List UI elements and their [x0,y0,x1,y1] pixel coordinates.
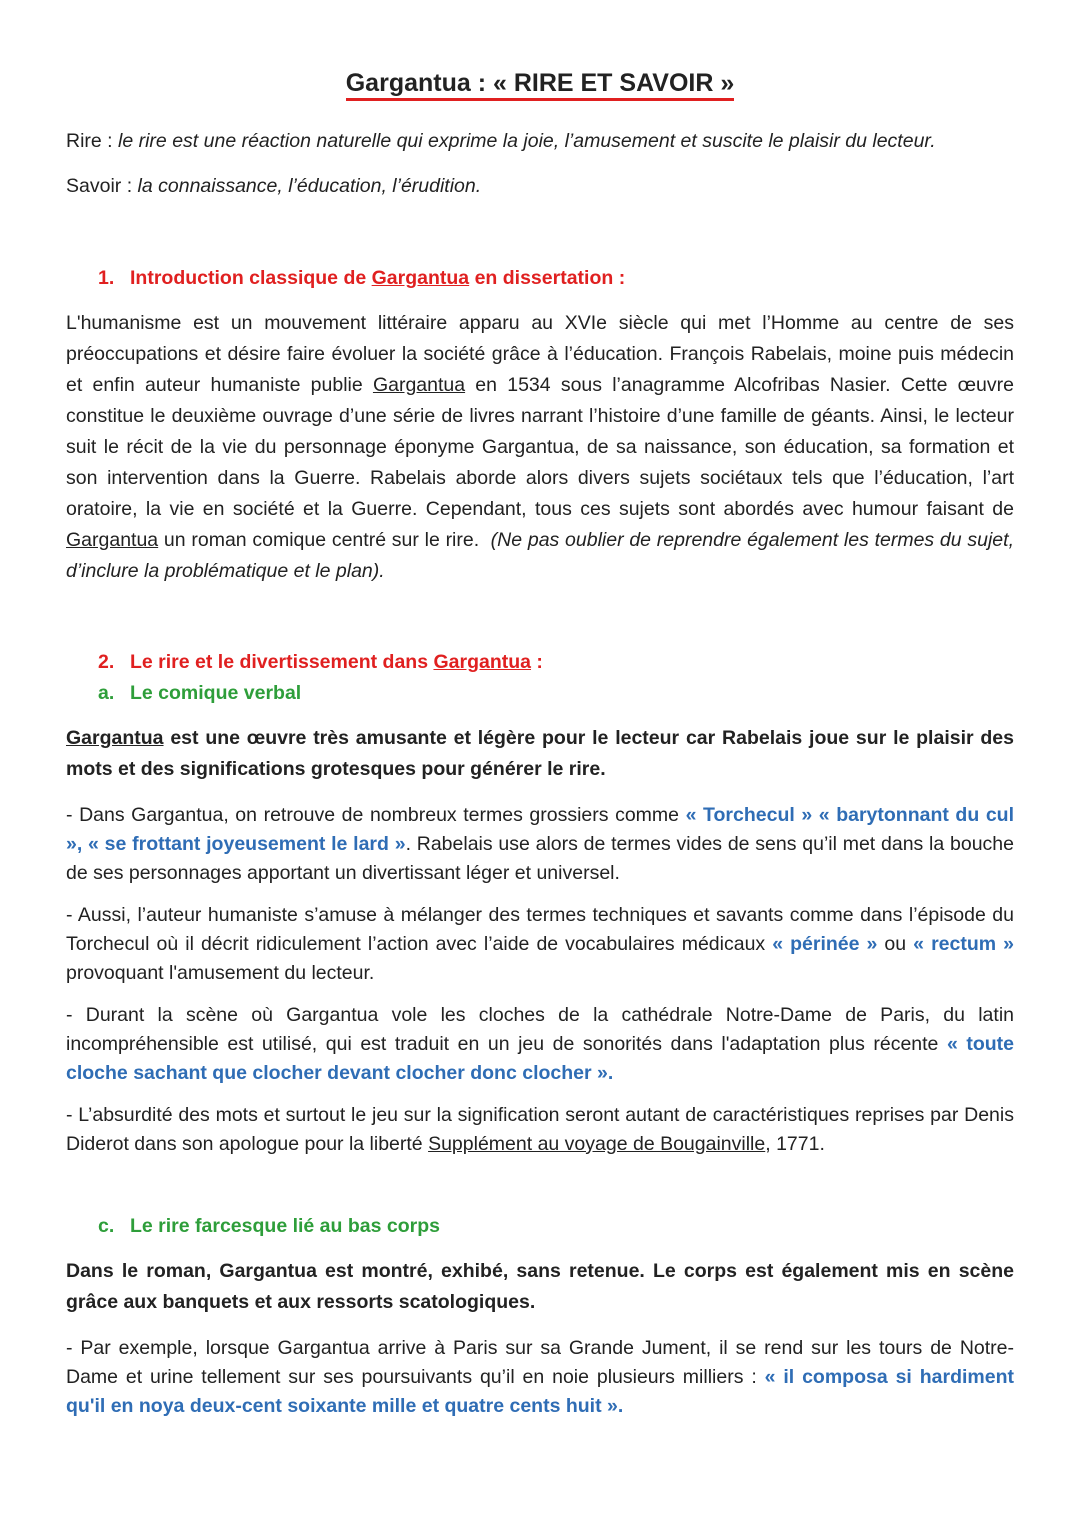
bullet-cloches: - Durant la scène où Gargantua vole les cloches de la cathédrale Notre-Dame de Paris, du latin incompréhensible est utilisé, qui est traduit en un jeu de sonorités dans l'adaptation plus récente « toute cloche sachant que clocher devant clocher donc clocher ». [66,1004,1014,1084]
definition-savoir: Savoir : la connaissance, l’éducation, l’érudition. [66,175,482,197]
subsection-a-intro: Gargantua est une œuvre très amusante et légère pour le lecteur car Rabelais joue sur le plaisir des mots et des significations grotesques pour générer le rire. [66,727,1014,780]
subsection-a-heading: a. Le comique verbal [98,682,302,704]
section-1-paragraph: L'humanisme est un mouvement littéraire apparu au XVIe siècle qui met l’Homme au centre de ses préoccupations et désire faire évoluer la société grâce à l’éducation. François Rabelais, moine puis médecin et enfin auteur humaniste publie Gargantua en 1534 sous l’anagramme Alcofribas Nasier. Cette œuvre constitue le deuxième ouvrage d’une série de livres narrant l’histoire d’une famille de géants. Ainsi, le lecteur suit le récit de la vie du personnage éponyme Gargantua, de sa naissance, son éducation, sa formation et son intervention dans la Guerre. Rabelais aborde alors divers sujets sociétaux tels que l’éducation, l’art oratoire, la vie en société et la Guerre. Cependant, tous ces sujets sont abordés avec humour faisant de Gargantua un roman comique centré sur le rire. (Ne pas oublier de reprendre également les termes du sujet, d’inclure la problématique et le plan). [66,312,1014,582]
bullet-termes-grossiers: - Dans Gargantua, on retrouve de nombreux termes grossiers comme « Torchecul » « barytonnant du cul », « se frottant joyeusement le lard ». Rabelais use alors de termes vides de sens qu’il met dans la bouche de ses personnages apportant un divertissant léger et universel. [66,804,1015,884]
definition-rire: Rire : le rire est une réaction naturelle qui exprime la joie, l’amusement et suscite le plaisir du lecteur. [66,130,936,152]
bullet-grande-jument: - Par exemple, lorsque Gargantua arrive à Paris sur sa Grande Jument, il se rend sur les tours de Notre-Dame et urine tellement sur ses poursuivants qu’il en noie plusieurs milliers : « il composa si hardiment qu'il en noya deux-cent soixante mille et quatre cents huit ». [66,1337,1014,1417]
subsection-c-intro: Dans le roman, Gargantua est montré, exhibé, sans retenue. Le corps est également mis en scène grâce aux banquets et aux ressorts scatologiques. [66,1260,1014,1313]
bullet-termes-techniques: - Aussi, l’auteur humaniste s’amuse à mélanger des termes techniques et savants comme dans l’épisode du Torchecul où il décrit ridiculement l’action avec l’aide de vocabulaires médicaux « périnée » ou « rectum » provoquant l'amusement du lecteur. [66,904,1014,984]
subsection-c-heading: c. Le rire farcesque lié au bas corps [98,1215,440,1237]
bullet-diderot: - L’absurdité des mots et surtout le jeu sur la signification seront autant de caractéristiques reprises par Denis Diderot dans son apologue pour la liberté Supplément au voyage de Bougainville, 1771. [66,1104,1014,1155]
page-title: Gargantua : « RIRE ET SAVOIR » [66,0,1014,100]
section-1-heading: 1. Introduction classique de Gargantua en dissertation : [98,267,626,289]
section-1-note: (Ne pas oublier de reprendre également les termes du sujet, d’inclure la problématique et le plan). [66,529,1014,582]
section-2-heading: 2. Le rire et le divertissement dans Gargantua : [98,651,543,673]
